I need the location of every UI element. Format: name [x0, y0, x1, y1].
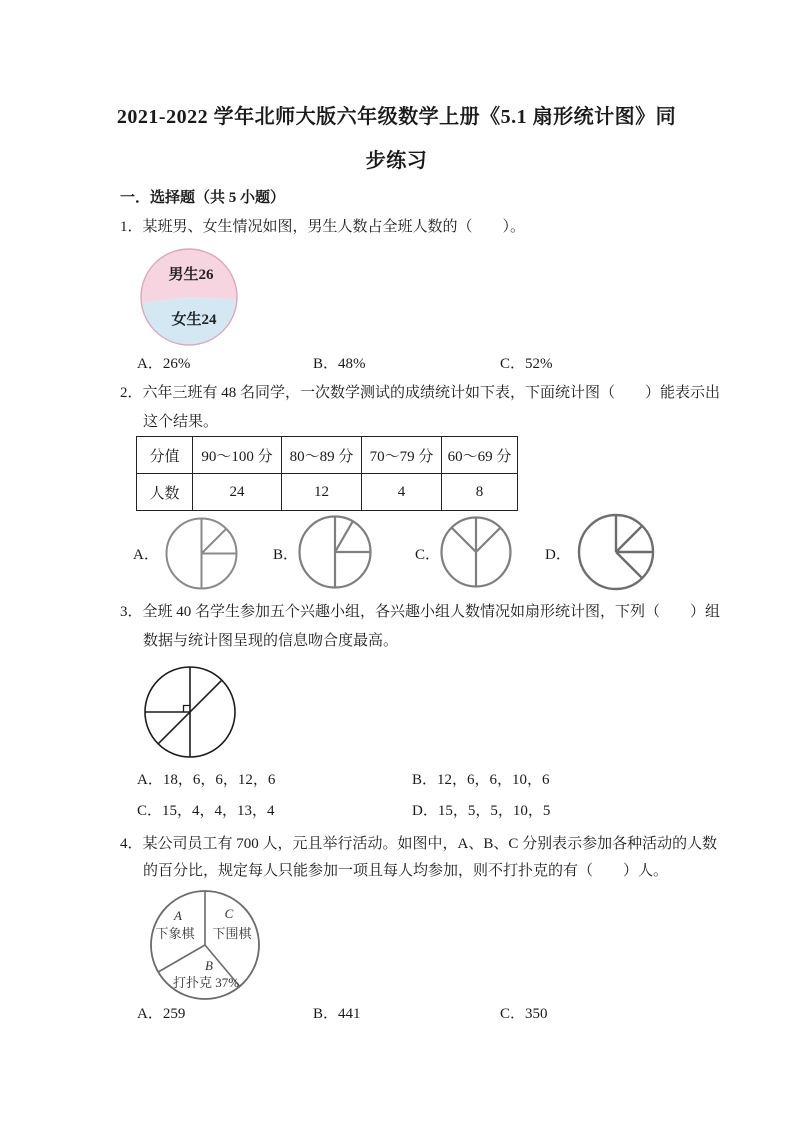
q3-option-b: B．12，6，6，10，6 [412, 772, 550, 788]
sector-a-label: 下象棋 [155, 926, 195, 941]
table-cell: 70～79 分 [362, 437, 442, 474]
question-3-pie-diagram [142, 664, 238, 760]
q2-pie-sketch-a-icon [164, 516, 239, 591]
q2-option-d-label: D． [545, 547, 571, 563]
question-4-text-line1: 4．某公司员工有 700 人，元且举行活动。如图中，A、B、C 分别表示参加各种活动的人数 [120, 836, 718, 852]
pie-label-male: 男生26 [168, 267, 214, 283]
question-3-text-line1: 3．全班 40 名学生参加五个兴趣小组，各兴趣小组人数情况如扇形统计图，下列（ ）组 [120, 604, 721, 620]
table-cell: 80～89 分 [282, 437, 362, 474]
sector-a-id: A [174, 908, 182, 923]
table-cell: 24 [193, 474, 282, 511]
question-1-pie-chart [139, 247, 239, 347]
table-cell: 人数 [137, 474, 193, 511]
table-cell: 4 [362, 474, 442, 511]
table-cell: 60～69 分 [442, 437, 518, 474]
score-table [136, 436, 518, 511]
table-cell: 90～100 分 [193, 437, 282, 474]
table-header-row [137, 437, 518, 474]
q2-option-b-label: B． [273, 547, 299, 563]
table-cell: 8 [442, 474, 518, 511]
right-angle-mark [184, 706, 191, 713]
sector-b-id: B [205, 958, 213, 973]
page-title-line1: 2021-2022 学年北师大版六年级数学上册《5.1 扇形统计图》同 [116, 106, 677, 128]
pie-label-female: 女生24 [171, 312, 217, 328]
table-cell: 12 [282, 474, 362, 511]
question-4-pie-diagram [148, 888, 262, 1002]
sector-c-id: C [224, 906, 234, 921]
q2-option-a-label: A． [133, 547, 159, 563]
q3-option-c: C．15，4，4，13，4 [137, 803, 275, 819]
question-1-text: 1．某班男、女生情况如图，男生人数占全班人数的（ ）。 [120, 219, 526, 235]
sector-b-label: 打扑克 37% [172, 975, 240, 990]
page-title-line2: 步练习 [365, 150, 428, 172]
q3-option-d: D．15，5，5，10，5 [412, 803, 551, 819]
q1-option-c: C．52% [500, 356, 553, 372]
question-3-text-line2: 数据与统计图呈现的信息吻合度最高。 [143, 633, 399, 649]
table-cell: 分值 [137, 437, 193, 474]
question-2-text-line2: 这个结果。 [143, 414, 219, 430]
q4-option-a: A．259 [137, 1006, 186, 1022]
question-2-text-line1: 2．六年三班有 48 名同学，一次数学测试的成绩统计如下表，下面统计图（ ）能表示出 [120, 385, 721, 401]
q2-pie-sketch-d-icon [576, 512, 656, 592]
q1-option-b: B．48% [313, 356, 366, 372]
table-data-row [137, 474, 518, 511]
q1-option-a: A．26% [137, 356, 191, 372]
sector-c-label: 下围棋 [212, 926, 252, 941]
section-heading: 一．选择题（共 5 小题） [120, 190, 286, 206]
q2-pie-sketch-b-icon [297, 514, 373, 590]
q3-option-a: A．18，6，6，12，6 [137, 772, 276, 788]
question-4-text-line2: 的百分比，规定每人只能参加一项且每人均参加，则不打扑克的有（ ）人。 [143, 863, 669, 879]
q2-option-c-label: C． [415, 547, 441, 563]
q4-option-c: C．350 [500, 1006, 548, 1022]
q4-option-b: B．441 [313, 1006, 361, 1022]
q2-pie-sketch-c-icon [439, 514, 513, 590]
